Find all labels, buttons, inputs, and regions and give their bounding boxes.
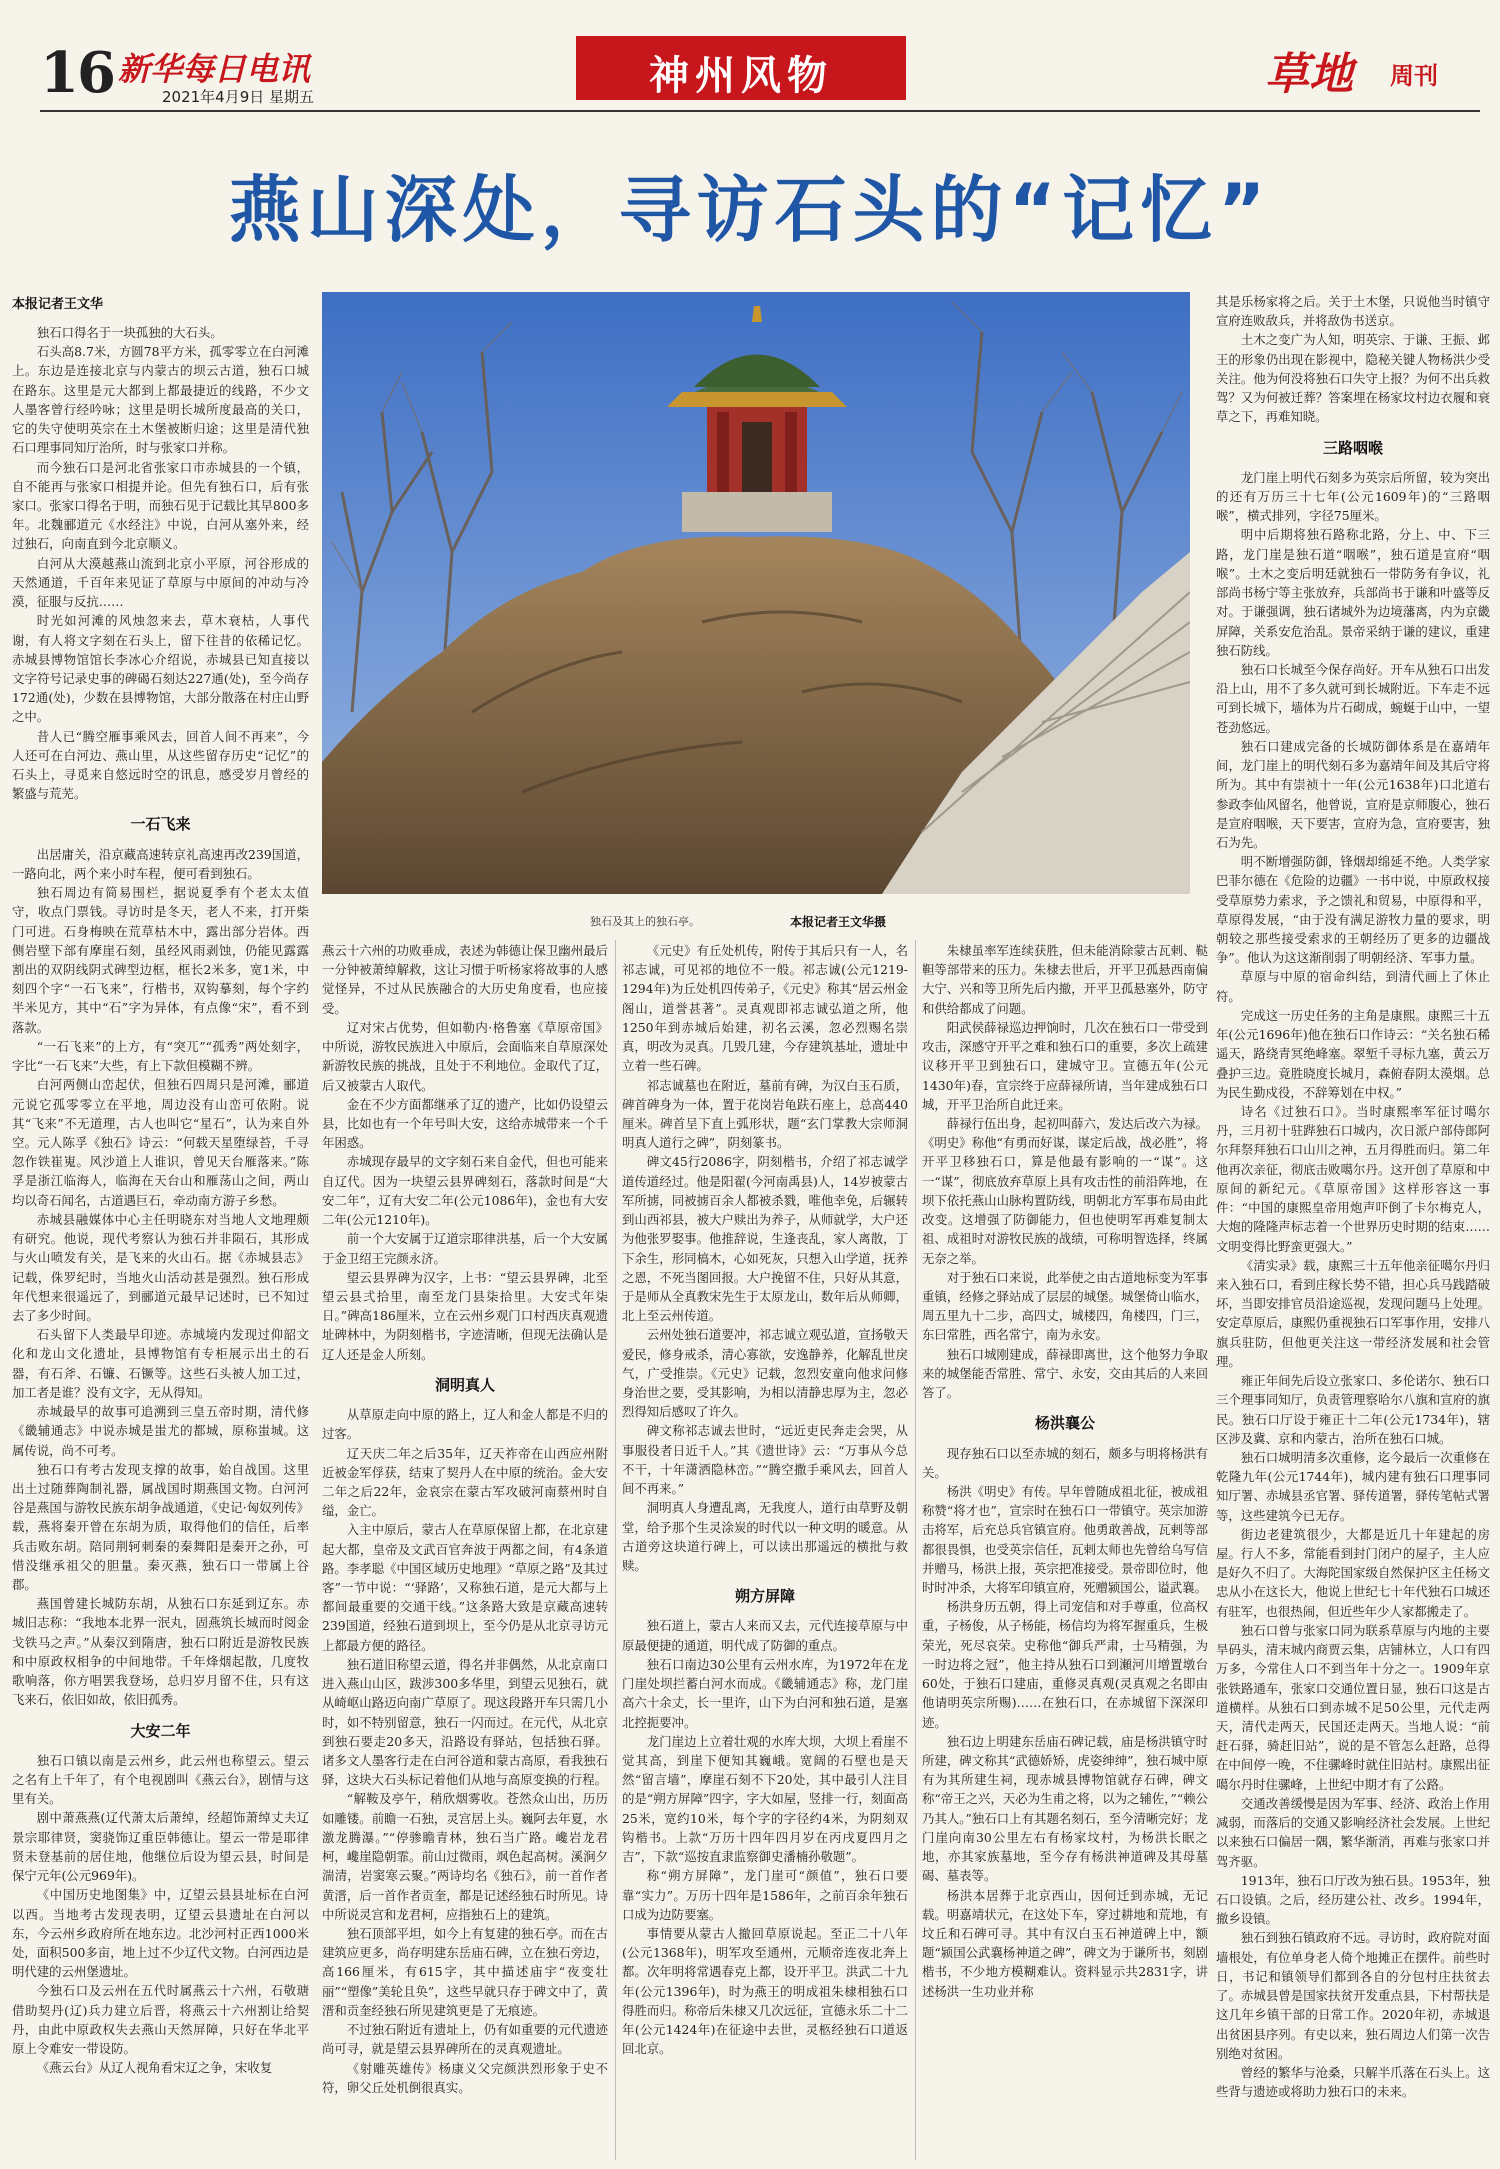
paragraph: 从草原走向中原的路上，辽人和金人都是不归的过客。 xyxy=(322,1407,608,1442)
paragraph: “解鞍及亭午，稍欣烟雾收。苍然众山出，历历如雕镂。前瞻一石独，灵宫居上头。巍阿去年夏，水激龙腾瀑。”“停骖瞻青林，独石当广路。巉岩龙君柯，巉崖隐朝霏。前山过微雨，飒色起高树。溪涧夕湍清，岩窦寒云聚。”两诗均名《独石》，前一首作者黄溍，后一首作者贡奎，都是记述经独石时所见。诗中所说灵宫和龙君柯，应指独石上的建筑。 xyxy=(322,1791,608,1922)
paragraph: 独石道旧称望云道，得名并非偶然，从北京南口进入燕山山区，跋涉300多华里，到望云见独石，就从崎岖山路迈向南广草原了。现这段路开车只需几小时，如不特别留意，独石一闪而过。在元代，从北京到独石要走20多天，沿路设有驿站，包括独石驿。诸多文人墨客行走在白河谷道和蒙古高原，看我独石驿，这块大石头标记着他们从地与高原变换的行程。 xyxy=(322,1656,608,1788)
paragraph: 云州处独石道要冲，祁志诚立观弘道，宣扬敬天爱民，修身戒杀，清心寡欲，安逸静养，化解乱世戾气，广受推崇。《元史》记载，忽烈安童向他求问修身治世之要，受其影响，为相以清静忠厚为主，忽必烈得知后感叹了许久。 xyxy=(622,1327,908,1420)
paragraph: 出居庸关，沿京藏高速转京礼高速再改239国道，一路向北，两个来小时车程，便可看到独石。 xyxy=(12,846,309,881)
paragraph: 对于独石口来说，此举使之由古道地标变为军事重镇，经修之驿站成了层层的城堡。城堡倚山临水，周五里九十二步，高四丈，城楼四，角楼四，门三，东曰常胜，西名常宁，南为永安。 xyxy=(922,1269,1208,1343)
paragraph: 《射雕英雄传》杨康义父完颜洪烈形象于史不符，卵父丘处机倒很真实。 xyxy=(322,2060,608,2095)
subheading: 三路咽喉 xyxy=(1322,438,1383,457)
section-banner xyxy=(576,36,906,100)
paragraph: 明不断增强防御，锋烟却绵延不绝。人类学家巴菲尔德在《危险的边疆》一书中说，中原政权接受草原势力索求，予之馈礼和贸易，中原得和平，草原得发展，“由于没有满足游牧力量的要求，明朝较之那些接受索求的王朝经历了更多的边疆战争”。他认为这这渐削弱了明朝经济、军事力量。 xyxy=(1216,854,1490,966)
paragraph: 燕云十六州的功败垂成，表述为韩德让保卫幽州最后一分钟被萧绰解救，这让习惯于听杨家将故事的人感觉怪异，不过从民族融合的大历史角度看，也应接受。 xyxy=(322,943,608,1016)
paragraph: 独石口城刚建成，薛禄即离世，这个他努力争取来的城堡能否常胜、常宁、永安，交由其后的人来回答了。 xyxy=(922,1346,1208,1401)
paragraph: 其是乐杨家将之后。关于土木堡，只说他当时镇守宣府连败敌兵，并将敌伪书送京。 xyxy=(1216,294,1490,329)
paragraph: 称“朔方屏障”，龙门崖可“颜值”，独石口要靠“实力”。万历十四年是1586年，之前百余年独石口成为边防要塞。 xyxy=(622,1868,908,1922)
paragraph: 独石口长城至今保存尚好。开车从独石口出发沿上山，用不了多久就可到长城附近。下车走不远可到长城下，墙体为片石砌成，蜿蜒于山中，一望苍劲悠远。 xyxy=(1216,661,1490,735)
weekly-tag: 周刊 xyxy=(1390,62,1438,90)
paragraph: 独石边上明建东岳庙石碑记载，庙是杨洪镇守时所建，碑文称其“武德娇矫，虎姿绅绅”，独石城中原有为其所建生祠，现赤城县博物馆就存石碑，碑文称“帝王之兴，天必为生甫之将，以为之辅佐，”“赖公乃其人。”独石口上有其题名刻石，至今清晰完好；龙门崖向南30公里左右有杨家坟村，为杨洪长眠之地，亦其家族墓地，至今存有杨洪神道碑及其母墓碣、墓表等。 xyxy=(922,1733,1208,1884)
photo-caption: 独石及其上的独石亭。 xyxy=(590,915,700,928)
paragraph: 独石口有考古发现支撑的故事，始自战国。这里出土过随葬陶制礼器，属战国时期燕国文物。白河河谷是燕国与游牧民族东胡争战通道，《史记·匈奴列传》载，燕将秦开曾在东胡为质，取得他们的信任，后率兵击败东胡。陪同荆轲刺秦的秦舞阳是秦开之孙，可惜没继承祖父的胆量。秦灭燕，独石口一带属上谷郡。 xyxy=(12,1461,309,1593)
paragraph: 独石口得名于一块孤独的大石头。 xyxy=(36,325,223,340)
paragraph: 完成这一历史任务的主角是康熙。康熙三十五年(公元1696年)他在独石口作诗云：“关名独石稀遥天，路绕青冥绝峰塞。翠堑千寻标九塞，黄云万叠护三边。竟胜晓度长城月，森俯春阴太漠烟。总为民生勤戍役，不辞筹划在中权。” xyxy=(1216,1007,1490,1100)
article-headline: 燕山深处，寻访石头的“记忆” xyxy=(228,168,1272,252)
paragraph: 洞明真人身遭乱离，无我度人，道行由草野及朝堂，给予那个生灵涂炭的时代以一种文明的暖意。从古道旁这块道行碑上，可以读出那遥远的横批与救赎。 xyxy=(622,1500,908,1573)
paragraph: 白河从大漠越燕山流到北京小平原，河谷形成的天然通道，千百年来见证了草原与中原间的冲动与冷漠，征服与反抗…… xyxy=(12,555,309,610)
paragraph: 赤城现存最早的文字刻石来自金代，但也可能来自辽代。因为一块望云县界碑刻石，落款时间是“大安二年”，辽有大安二年(公元1086年)，金也有大安二年(公元1210年)。 xyxy=(322,1154,608,1228)
paragraph: 独石顶部平坦，如今上有复建的独石亭。而在古建筑应更多，尚存明建东岳庙石碑，立在独石旁边，高166厘米，有615字，其中描述庙宇“夜变壮丽”“塑像”美轮且奂”，这些早就只存于碑文中了，黄溍和贡奎经独石所见建筑更是了无痕迹。 xyxy=(322,1925,608,2018)
article-byline: 本报记者王文华 xyxy=(12,297,104,312)
paragraph: 前一个大安属于辽道宗耶律洪基，后一个大安属于金卫绍王完颜永济。 xyxy=(322,1231,608,1266)
paragraph: 草原与中原的宿命纠结，到清代画上了休止符。 xyxy=(1216,969,1490,1004)
paragraph: 石头留下人类最早印迹。赤城境内发现过仰韶文化和龙山文化遗址，县博物馆有专柜展示出土的石器，有石斧、石镰、石镢等。这些石头被人加工过，加工者是谁？没有文字，无从得知。 xyxy=(12,1327,309,1400)
article-column-2 xyxy=(322,941,608,2159)
paragraph: 而今独石口是河北省张家口市赤城县的一个镇，自不能再与张家口相提并论。但先有独石口，后有张家口。张家口得名于明，而独石见于记载比其早800多年。北魏郦道元《水经注》中说，白河从塞外来，经过独石，向南直到今北京顺义。 xyxy=(12,459,309,552)
masthead xyxy=(0,0,1500,118)
paragraph: 独石口建成完备的长城防御体系是在嘉靖年间，龙门崖上的明代刻石多为嘉靖年间及其后守将所为。其中有崇祯十一年(公元1638年)口北道右参政李仙风留名，他曾说，宣府是京师腹心，独石是宣府咽喉，天下要害，宣府为急，宣府要害，独石为先。 xyxy=(1216,738,1490,850)
paragraph: 龙门崖边上立着壮观的水库大坝，大坝上看崖不觉其高，到崖下便知其巍峨。宽阔的石壁也是天然“留言墙”，摩崖石刻不下20处，其中最引人注目的是“朔方屏障”四字，字大如屋，竖排一行，刻面高25米，宽约10米，每个字的字径约4米，为阴刻双钩楷书。上款“万历十四年四月岁在丙戌夏四月之吉”，下款“巡按直隶监察御史潘楠孙敬题”。 xyxy=(622,1733,908,1865)
publication-date: 2021年4月9日 星期五 xyxy=(162,88,315,106)
paragraph: 现存独石口以至赤城的刻石，颇多与明将杨洪有关。 xyxy=(922,1445,1208,1480)
article-column-4 xyxy=(922,941,1208,2159)
article-column-1 xyxy=(12,323,309,2159)
paragraph: 入主中原后，蒙古人在草原保留上都，在北京建起大都，皇帝及文武百官奔波于两都之间，有4条道路。李孝聪《中国区域历史地理》“草原之路”及其过客”一节中说：“‘驿路’，又称独石道，是元大都与上都间最重要的交通干线。”这条路大致是京藏高速转239国道，经独石道到坝上，至今仍是从北京寻访元上都最方便的路径。 xyxy=(322,1522,608,1653)
paragraph: 《清实录》载，康熙三十五年他亲征噶尔丹归来入独石口，看到庄稼长势不错，担心兵马践踏破坏，当即安排官员沿途巡视，发现问题马上处理。安定草原后，康熙仍重视独石口军事作用，安排八旗兵驻防，但他更关注这一带经济发展和社会管理。 xyxy=(1216,1257,1490,1369)
paragraph: 独石道上，蒙古人来而又去，元代连接草原与中原最便捷的通道，明代成了防御的重点。 xyxy=(622,1618,908,1653)
weekly-name: 草地 xyxy=(1265,49,1353,100)
paragraph: 赤城县融媒体中心主任明晓东对当地人文地理颇有研究。他说，现代考察认为独石并非陨石，其形成与火山喷发有关，是飞来的火山石。据《赤城县志》记载，侏罗纪时，当地火山活动甚是强烈。独石形成年代想来很遥远了，到郦道元最早记述时，已不知过去了多少时间。 xyxy=(12,1211,309,1323)
paragraph: 时光如河滩的风烛忽来去，草木衰枯，人事代谢，有人将文字刻在石头上，留下往昔的依稀记忆。赤城县博物馆馆长李冰心介绍说，赤城县已知直接以文字符号记录史事的碑碣石刻达227通(处)，至今尚存172通(处)，少数在县博物馆，大部分散落在村庄山野之中。 xyxy=(12,613,309,725)
paragraph: 望云县界碑为汉字，上书：“望云县界碑，北至望云县弍拾里，南至龙门县柒拾里。大安弍年柒日。”碑高186厘米，立在云州乡观门口村西庆真观遗址碑林中，为阴刻楷书，字迹清晰，但现无法确认是辽人还是金人所刻。 xyxy=(322,1269,608,1362)
paragraph: 剧中萧燕燕(辽代萧太后萧绰，经超饰萧绰丈夫辽景宗耶律贤，窦骁饰辽重臣韩德让。望云一带是耶律贤未登基前的居住地，他继位后设为望云县，时间是保宁元年(公元969年)。 xyxy=(12,1810,309,1884)
column-divider xyxy=(915,940,916,2160)
subheading: 洞明真人 xyxy=(434,1375,495,1394)
paper-name: 新华每日电讯 xyxy=(118,50,311,88)
paragraph: 不过独石附近有遗址上，仍有如重要的元代遗迹尚可寻，就是望云县界碑所在的灵真观遗址。 xyxy=(322,2022,608,2057)
paragraph: 祁志诚墓也在附近，墓前有碑，为汉白玉石质，碑首碑身为一体，置于花岗岩龟趺石座上，总高440厘米。碑首呈下直上弧形状，题“玄门掌教大宗师洞明真人道行之碑”，阴刻篆书。 xyxy=(622,1077,908,1151)
paragraph: “一石飞来”的上方，有“突兀”“孤秀”两处刻字，字比“一石飞来”大些，有上下款但模糊不辨。 xyxy=(12,1038,309,1074)
subheading: 一石飞来 xyxy=(130,815,191,834)
paragraph: 赤城最早的故事可追溯到三皇五帝时期，清代修《畿辅通志》中说赤城是蚩尤的都城，原称蚩城。这属传说，尚不可考。 xyxy=(12,1404,309,1458)
paragraph: 《中国历史地图集》中，辽望云县县址标在白河以西。当地考古发现表明，辽望云县遗址在白河以东，今云州乡政府所在地东边。北沙河村正西1000米处，面积500多亩，地上过不少辽代文物。白河西边是明代建的云州堡遗址。 xyxy=(12,1887,309,1980)
paragraph: 独石口南边30公里有云州水库，为1972年在龙门崖处坝拦蓄白河水而成。《畿辅通志》称，龙门崖高六十余丈，长一里许，山下为白河和独石道，是塞北控扼要冲。 xyxy=(622,1656,908,1730)
paragraph: 杨洪《明史》有传。早年曾随成祖北征，被成祖称赞“将才也”，宣宗时在独石口一带镇守。英宗加游击将军，后充总兵官镇宣府。他勇敢善战，瓦剌等部都很畏惧，也受英宗信任，瓦剌太师也先曾给乌写信并赠马，杨洪上报，英宗把准接受。景帝即位时，他时时冲杀，大将军印镇宣府，死赠颍国公，谥武襄。 xyxy=(922,1483,1208,1596)
paragraph: 杨洪身历五朝，得上司宠信和对手尊重，位高权重，子杨俊，从子杨能，杨信均为将军握重兵，生极荣光，死尽哀荣。史称他“御兵严肃，士马精强，为一时边将之冠”，他主持从独石口到瀬河川增置墩台60处，于独石口建庙，重修灵真观(灵真观之名即由他请明英宗所赐)……在独石口，在赤城留下深深印迹。 xyxy=(922,1599,1208,1730)
paragraph: 杨洪本居葬于北京西山，因何迁到赤城，无记载。明嘉靖状元，在这处下车，穿过耕地和荒地，有坟丘和石碑可寻。其中有汉白玉石神道碑上中，额题“颍国公武襄杨神道之碑”，碑文为于谦所书，刻剧楷书，不少地方模糊难认。资料显示共2831字，讲述杨洪一生功业并称 xyxy=(922,1887,1208,1999)
paragraph: 街边老建筑很少，大都是近几十年建起的房屋。行人不多，常能看到封门闭户的屋子，主人应是好久不归了。大海陀国家级自然保护区主任杨文忠从小在这长大，他说上世纪七十年代独石口城还有驻军，也很热闹，但近些年少人家都搬走了。 xyxy=(1216,1526,1490,1619)
paragraph: 1913年，独石口厅改为独石县。1953年，独石口设镇。之后，经历建公社、改乡。1994年，撤乡设镇。 xyxy=(1216,1872,1490,1927)
paragraph: 龙门崖上明代石刻多为英宗后所留，较为突出的还有万历三十七年(公元1609年)的“三路咽喉”，横式排列，字径75厘米。 xyxy=(1216,469,1490,524)
paragraph: 独石口镇以南是云州乡，此云州也称望云。望云之名有上千年了，有个电视剧叫《燕云台》，剧情与这里有关。 xyxy=(12,1752,309,1807)
section-title: 神州风物 xyxy=(649,52,833,99)
paragraph: 辽天庆二年之后35年，辽天祚帝在山西应州附近被金军俘获，结束了契丹人在中原的统治。金大安二年之后22年，金哀宗在蒙古军攻破河南蔡州时自缢，金亡。 xyxy=(322,1445,608,1519)
paragraph: 阳武侯薛禄巡边押饷时，几次在独石口一带受到攻击，深感守开平之难和独石口的重要，多次上疏建议移开平卫到独石口，建城守卫。宣德五年(公元1430年)春，宣宗终于应薛禄所请，当年建成独石口城，开平卫治所自此迁来。 xyxy=(922,1019,1208,1112)
paragraph: 今独石口及云州在五代时属燕云十六州，石敬瑭借助契丹(辽)兵力建立后晋，将燕云十六州割让给契丹，由此中原政权失去燕山天然屏障，只好在华北平原上令难安一带设防。 xyxy=(12,1983,309,2057)
column-divider xyxy=(615,940,616,2160)
paragraph: 白河两侧山峦起伏，但独石四周只是河滩，郦道元说它孤零零立在平地，周边没有山峦可依附。说其“飞来”不无道理，古人也叫它“星石”，认为来自外空。元人陈孚《独石》诗云：“何载天星堕绿苔，千寻忽作铁崔嵬。风沙道上人谁识，曾见天台雁落来。”陈孚是浙江临海人，临海在天台山和雁荡山之间，两山均以奇石闻名，古道遇巨石，牵动南方游子乡愁。 xyxy=(12,1077,309,1208)
paragraph: 辽对宋占优势，但如勒内·格鲁塞《草原帝国》中所说，游牧民族进入中原后，会面临来自草原深处新游牧民族的挑战，且处于不利地位。金取代了辽，后又被蒙古人取代。 xyxy=(322,1019,608,1093)
article-photo xyxy=(322,292,1190,894)
paragraph: 独石口城明清多次重修，迄今最后一次重修在乾隆九年(公元1744年)，城内建有独石口理事同知厅署、赤城县丞官署、驿传道署，驿传笔帖式署等，这些建筑今已无存。 xyxy=(1216,1449,1490,1523)
paragraph: 《燕云台》从辽人视角看宋辽之争，宋收复 xyxy=(36,2060,273,2076)
paragraph: 昔人已“腾空雁事乘风去，回首人间不再来”，今人还可在白河边、燕山里，从这些留存历史“记忆”的石头上，寻觅来自悠远时空的讯息，感受岁月曾经的繁盛与荒芜。 xyxy=(12,728,309,802)
stone-pavilion-illustration xyxy=(322,292,1190,894)
subheading: 朔方屏障 xyxy=(734,1587,795,1606)
paragraph: 曾经的繁华与沧桑，只解半爪落在石头上。这些背与遗迹或将助力独石口的未来。 xyxy=(1216,2064,1490,2100)
paragraph: 明中后期将独石路称北路，分上、中、下三路，龙门崖是独石道“咽喉”，独石道是宣府“咽喉”。土木之变后明廷就独石一带防务有争议，礼部尚书杨宁等主张放弃，兵部尚书于谦和叶盛等反对。于谦强调，独石诸城外为边境藩离，内为京畿屏障，关系安危治乱。景帝采纳于谦的建议，重建独石防线。 xyxy=(1216,527,1490,658)
masthead-rule xyxy=(40,110,1480,112)
paragraph: 诗名《过独石口》。当时康熙率军征讨噶尔丹，三月初十驻跸独石口城内，次日派户部侍郎阿尔拜祭拜独石口山川之神，五月得胜而归。第二年他再次亲征，彻底击败噶尔丹。这开创了草原和中原间的新纪元。《草原帝国》这样形容这一事件：“中国的康熙皇帝用炮声吓倒了卡尔梅克人，大炮的隆隆声标志着一个世界历史时期的结束……文明变得比野蛮更强大。” xyxy=(1216,1104,1490,1254)
article-column-3 xyxy=(622,941,908,2159)
subheading: 杨洪襄公 xyxy=(1034,1414,1095,1433)
paragraph: 《元史》有丘处机传，附传于其后只有一人，名祁志诚，可见祁的地位不一般。祁志诚(公元1219-1294年)为丘处机四传弟子，《元史》称其“居云州金阁山，道誉甚著”。灵真观即祁志诚弘道之所，他1250年到赤城后始建，初名云溪，忽必烈赐名崇真，明改为灵真。几毁几建，今存建筑基址，遗址中立着一些石碑。 xyxy=(622,943,908,1074)
paragraph: 独石到独石镇政府不远。寻访时，政府院对面墙根处，有位单身老人倚个地摊正在摆件。前些时日，书记和镇领导们都到各自的分包村庄扶贫去了。赤城县曾是国家扶贫开发重点县，下村帮扶是这几年乡镇干部的日常工作。2020年初，赤城退出贫困县序列。有史以来，独石周边人们第一次告别绝对贫困。 xyxy=(1216,1930,1490,2061)
article-column-5 xyxy=(1216,292,1490,2159)
paragraph: 碑文称祁志诚去世时，“远近吏民奔走会哭，从事服役者日近千人。”其《遗世诗》云：“万事从今总不干，十年潇洒隐林峦。”“腾空撒手乘风去，回首人间不再来。” xyxy=(622,1423,908,1497)
paragraph: 雍正年间先后设立张家口、多伦诺尔、独石口三个理事同知厅，负责管理察哈尔八旗和宣府的旗民。独石口厅设于雍正十二年(公元1734年)，辖区涉及冀、京和内蒙古，治所在独石口城。 xyxy=(1216,1373,1490,1446)
paragraph: 碑文45行2086字，阴刻楷书，介绍了祁志诚学道传道经过。他是阳翟(今河南禹县)人，14岁被蒙古军所掳，同被掳百余人都被杀戮，唯他幸免，后辗转到山西祁县，被大户赎出为养子，从师就学，大户还为他张罗娶事。他推辞说，生逢丧乱，家人离散，丁下余生，形同槁木，心如死灰，只想入山学道，抚养之恩，不死当图回报。大户挽留不住，只好从其意，于是师从全真教宋先生于太原龙山，数年后从师卿，北上至云州传道。 xyxy=(622,1154,908,1324)
page-number: 16 xyxy=(40,40,114,106)
subheading: 大安二年 xyxy=(130,1721,191,1740)
photo-credit: 本报记者王文华摄 xyxy=(790,915,887,929)
paragraph: 事情要从蒙古人撤回草原说起。至正二十八年(公元1368年)，明军攻至通州，元顺帝连夜北奔上都。次年明将常遇春克上都，设开平卫。洪武二十九年(公元1396年)，时为燕王的明成祖朱棣相独石口得胜而归。称帝后朱棣又几次远征，宣德永乐二十二年(公元1424年)在征途中去世，灵柩经独石口道返回北京。 xyxy=(622,1925,908,2057)
paragraph: 交通改善缓慢是因为军事、经济、政治上作用减弱，而落后的交通又影响经济社会发展。上世纪以来独石口偏居一隅，繁华渐消，再难与张家口并驾齐驱。 xyxy=(1216,1795,1490,1869)
paragraph: 朱棣虽率军连续获胜，但未能消除蒙古瓦剌、鞑靼等部带来的压力。朱棣去世后，开平卫孤悬西南偏大宁、兴和等卫所先后内撤，开平卫孤悬塞外，防守和供给都成了问题。 xyxy=(922,943,1208,1016)
paragraph: 独石口曾与张家口同为联系草原与内地的主要旱码头，清末城内商贾云集，店铺林立，人口有四万多，今常住人口不到当年十分之一。1909年京张铁路通车，张家口交通位置日显，独石口这是古道横样。从独石口到赤城不足50公里，元代走两天，清代走两天，民国还走两天。当地人说：“前赶石驿，骑赶旧站”，说的是不管怎么赶路，总得在中间停一晚，不住骡峰时就住旧站村。康熙出征噶尔丹时住骡峰，上世纪中期才有了公路。 xyxy=(1216,1622,1490,1792)
paragraph: 金在不少方面都继承了辽的遗产，比如仍设望云县，比如也有一个年号叫大安，这给赤城带来一个千年困惑。 xyxy=(322,1096,608,1151)
paragraph: 土木之变广为人知，明英宗、于谦、王振、邺王的形象仍出现在影视中，隐秘关键人物杨洪少受关注。他为何没将独石口失守上报？为何不出兵救驾？又为何被迁葬？答案埋在杨家坟村边衣履和衰草之下，再难知晓。 xyxy=(1216,332,1490,425)
paragraph: 燕国曾建长城防东胡，从独石口东延到辽东。赤城旧志称：“我地本北界一泯丸，固燕筑长城而时阅金戈铁马之声。”从秦汉到隋唐，独石口附近是游牧民族和中原政权相争的中间地带。千年烽烟起散，几度牧歌响落，你方唱罢我登场，总归岁月留不住，只有这飞来石，依旧如故，依旧孤秀。 xyxy=(12,1596,309,1708)
paragraph: 独石周边有简易围栏，据说夏季有个老太太值守，收点门票钱。寻访时是冬天，老人不来，打开柴门可进。石身梅映在荒草枯木中，露出部分岩体。西侧岩壁下部有摩崖石刻，虽经风雨剥蚀，仍能见露露割出的双阴线阴式碑型边框，框长2米多，宽1米，中刻四个字“一石飞来”，行楷书，双钩摹刻，每个字约半米见方，其中“石”字为异体，有点像“宋”，看不到落款。 xyxy=(12,885,309,1035)
paragraph: 薛禄行伍出身，起初叫薛六，发达后改六为禄。《明史》称他“有勇而好谋，谋定后战，战必胜”，将开平卫移独石口，算是他最有影响的一“谋”。这一“谋”，彻底放弃草原上具有攻击性的前沿阵地，在坝下依托燕山山脉构置防线，明朝北方军事布局由此改变。这增强了防御能力，但也使明军再难复制太祖、成祖时对游牧民族的战绩，可称明智选择，终属无奈之举。 xyxy=(922,1115,1208,1266)
paragraph: 石头高8.7米，方圆78平方米，孤零零立在白河滩上。东边是连接北京与内蒙古的坝云古道，独石口城在路东。这里是元大都到上都最捷近的线路，不少文人墨客曾行经吟咏；这里是明长城所度最高的关口，它的失守使明英宗在土木堡被断归途；这里是清代独石口理事同知厅治所，时与张家口并称。 xyxy=(12,344,309,456)
